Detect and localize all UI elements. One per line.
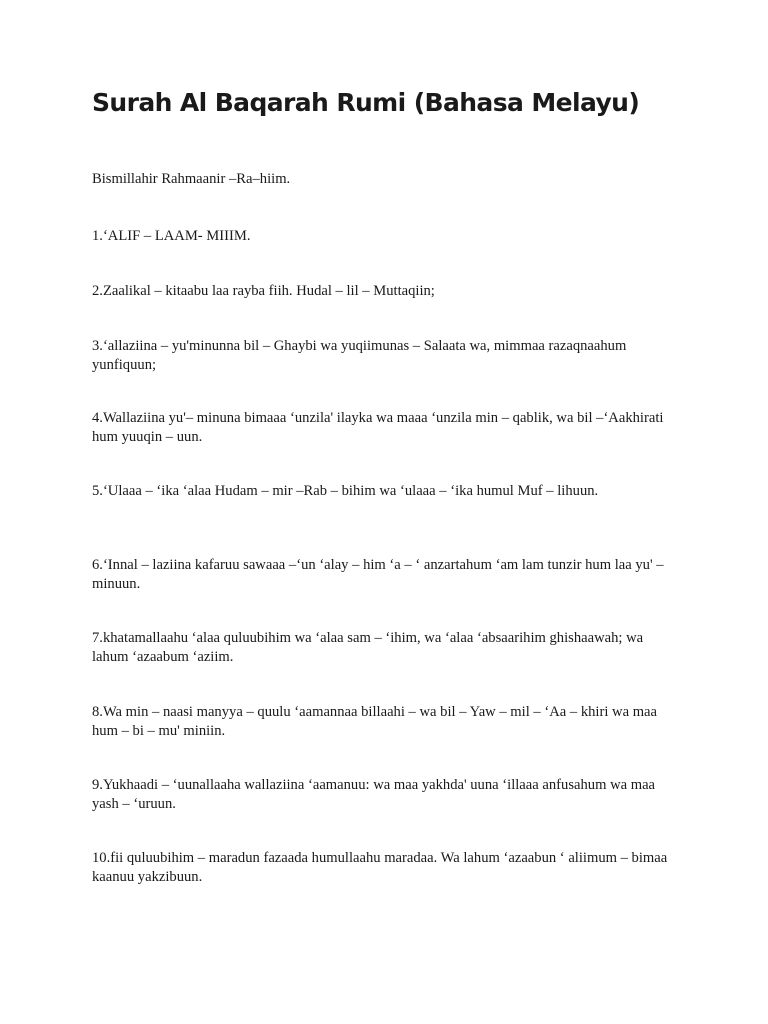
opening-line: Bismillahir Rahmaanir –Ra–hiim. bbox=[92, 171, 291, 187]
verse-6: 6.‘Innal – laziina kafaruu sawaaa –‘un ‘alay – him ‘a – ‘ anzartahum ‘am lam tunzir hum laa yu' –minuun. bbox=[92, 557, 664, 592]
verse-9: 9.Yukhaadi – ‘uunallaaha wallaziina ‘aamanuu: wa maa yakhda' uuna ‘illaaa anfusahum wa maa yash – ‘uruun. bbox=[92, 777, 656, 812]
verse-8: 8.Wa min – naasi manyya – quulu ‘aamannaa billaahi – wa bil – Yaw – mil – ‘Aa – khiri wa maa hum – bi – mu' miniin. bbox=[92, 704, 658, 739]
verse-3: 3.‘allaziina – yu'minunna bil – Ghaybi wa yuqiimunas – Salaata wa, mimmaa razaqnaahum yunfiquun; bbox=[92, 338, 627, 373]
document-title: Surah Al Baqarah Rumi (Bahasa Melayu) bbox=[92, 88, 640, 117]
verse-4: 4.Wallaziina yu'– minuna bimaaa ‘unzila' ilayka wa maaa ‘unzila min – qablik, wa bil –‘Aakhirati hum yuuqin – uun. bbox=[92, 410, 664, 445]
verse-10: 10.fii quluubihim – maradun fazaada humullaahu maradaa. Wa lahum ‘azaabun ‘ aliimum – bimaa kaanuu yakzibuun. bbox=[92, 850, 668, 885]
verse-1: 1.‘ALIF – LAAM- MIIIM. bbox=[92, 228, 251, 244]
verse-5: 5.‘Ulaaa – ‘ika ‘alaa Hudam – mir –Rab – bihim wa ‘ulaaa – ‘ika humul Muf – lihuun. bbox=[92, 483, 599, 499]
verse-7: 7.khatamallaahu ‘alaa quluubihim wa ‘alaa sam – ‘ihim, wa ‘alaa ‘absaarihim ghishaawah; wa lahum ‘azaabum ‘aziim. bbox=[92, 630, 644, 665]
verse-2: 2.Zaalikal – kitaabu laa rayba fiih. Hudal – lil – Muttaqiin; bbox=[92, 283, 435, 299]
